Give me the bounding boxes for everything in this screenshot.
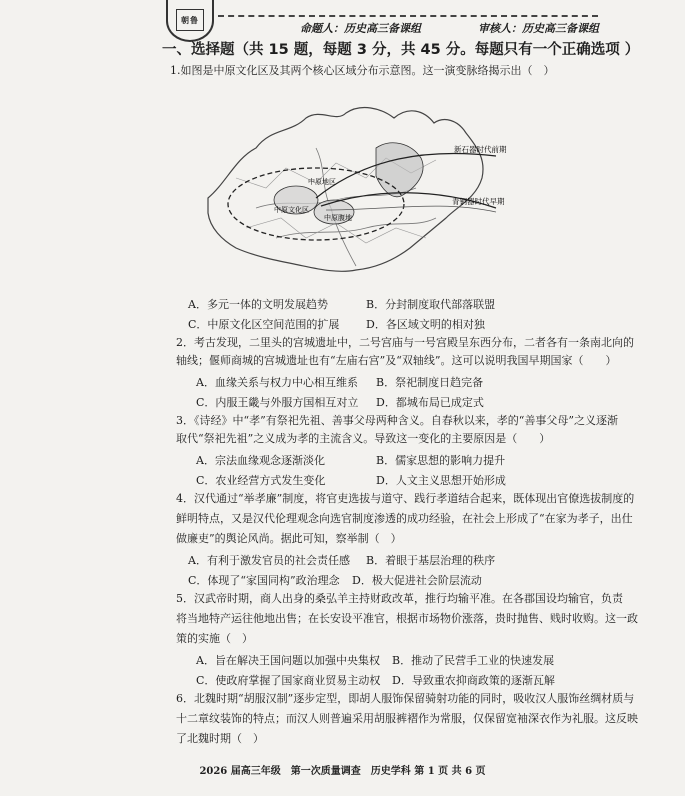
q2-stem-line2: 轴线；偃师商城的宫城遗址也有“左庙右宫”及“双轴线”。这可以说明我国早期国家（ ） xyxy=(176,354,617,367)
q1-option-a: A．多元一体的文明发展趋势 xyxy=(188,298,328,311)
q5-option-c: C．使政府掌握了国家商业贸易主动权 xyxy=(196,674,381,687)
q5-option-d: D．导致重农抑商政策的逐渐瓦解 xyxy=(392,674,555,687)
q2-option-d: D．都城布局已成定式 xyxy=(376,396,484,409)
school-seal-logo xyxy=(166,0,214,42)
q4-option-d: D．极大促进社会阶层流动 xyxy=(352,574,482,587)
q4-option-c: C．体现了“家国同构”政治理念 xyxy=(188,574,340,587)
question-reviewer: 审核人：历史高三备课组 xyxy=(478,22,599,35)
q5-stem-line1: 5．汉武帝时期，商人出身的桑弘羊主持财政改革，推行均输平准。在各郡国设均输官，负责 xyxy=(176,592,623,605)
q3-option-d: D．人文主义思想开始形成 xyxy=(376,474,506,487)
q1-option-b: B．分封制度取代部落联盟 xyxy=(366,298,496,311)
q1-option-d: D．各区域文明的相对独 xyxy=(366,318,485,331)
label-core-2: 中原腹地 xyxy=(324,214,352,222)
label-neolithic: 新石器时代前期 xyxy=(454,145,507,154)
q3-option-b: B．儒家思想的影响力提升 xyxy=(376,454,506,467)
q2-option-c: C．内服王畿与外服方国相互对立 xyxy=(196,396,359,409)
q3-option-c: C．农业经营方式发生变化 xyxy=(196,474,326,487)
q5-stem-line3: 策的实施（ ） xyxy=(176,632,253,645)
label-core-1: 中原文化区 xyxy=(274,206,309,214)
header-divider xyxy=(218,15,598,17)
seal-text: 朝鲁 xyxy=(176,9,204,31)
q3-stem-line2: 取代“祭祀先祖”之义成为孝的主流含义。导致这一变化的主要原因是（ ） xyxy=(176,432,551,445)
label-bronze: 青铜器时代早期 xyxy=(452,197,505,206)
q5-stem-line2: 将当地特产运往他地出售；在长安设平准官，根据市场物价涨落，贵时抛售、贱时收购。这一政 xyxy=(176,612,638,625)
q1-map xyxy=(196,88,540,284)
q1-stem: 1.如图是中原文化区及其两个核心区域分布示意图。这一演变脉络揭示出（ ） xyxy=(170,64,555,77)
label-zhongyuan: 中原地区 xyxy=(308,178,336,186)
q3-option-a: A．宗法血缘观念逐渐淡化 xyxy=(196,454,325,467)
q1-option-c: C．中原文化区空间范围的扩展 xyxy=(188,318,340,331)
q2-option-b: B．祭祀制度日趋完备 xyxy=(376,376,484,389)
map-shaded-area xyxy=(376,143,423,197)
question-setter: 命题人：历史高三备课组 xyxy=(300,22,421,35)
q5-option-a: A．旨在解决王国问题以加强中央集权 xyxy=(196,654,380,667)
q3-stem-line1: 3．《诗经》中“孝”有祭祀先祖、善事父母两种含义。自春秋以来，孝的“善事父母”之义逐渐 xyxy=(176,414,618,427)
q2-option-a: A．血缘关系与权力中心相互维系 xyxy=(196,376,358,389)
q2-stem-line1: 2．考古发现，二里头的宫城遗址中，二号宫庙与一号宫殿呈东西分布，二者各有一条南北向的 xyxy=(176,336,634,349)
page-footer: 2026 届高三年级 第一次质量调查 历史学科 第 1 页 共 6 页 xyxy=(199,766,486,777)
q4-stem-line2: 鲜明特点，又是汉代伦理观念向选官制度渗透的成功经验，在社会上形成了“在家为孝子，出仕 xyxy=(176,512,633,525)
q4-option-a: A．有利于激发官员的社会责任感 xyxy=(188,554,350,567)
section-title: 一、选择题（共 15 题，每题 3 分，共 45 分。每题只有一个正确选项 ） xyxy=(162,42,640,58)
q6-stem-line1: 6．北魏时期“胡服汉制”逐步定型，即胡人服饰保留骑射功能的同时，吸收汉人服饰丝绸材质与 xyxy=(176,692,635,705)
q6-stem-line3: 了北魏时期（ ） xyxy=(176,732,264,745)
q5-option-b: B．推动了民营手工业的快速发展 xyxy=(392,654,555,667)
q6-stem-line2: 十二章纹装饰的特点；而汉人则普遍采用胡服裤褶作为常服，仅保留宽袖深衣作为礼服。这反映 xyxy=(176,712,638,725)
q4-stem-line1: 4．汉代通过“举孝廉”制度，将官吏选拔与道守、践行孝道结合起来，既体现出官僚选拔制度的 xyxy=(176,492,635,505)
q4-stem-line3: 做廉吏”的舆论风尚。据此可知，察举制（ ） xyxy=(176,532,402,545)
q4-option-b: B．着眼于基层治理的秩序 xyxy=(366,554,496,567)
